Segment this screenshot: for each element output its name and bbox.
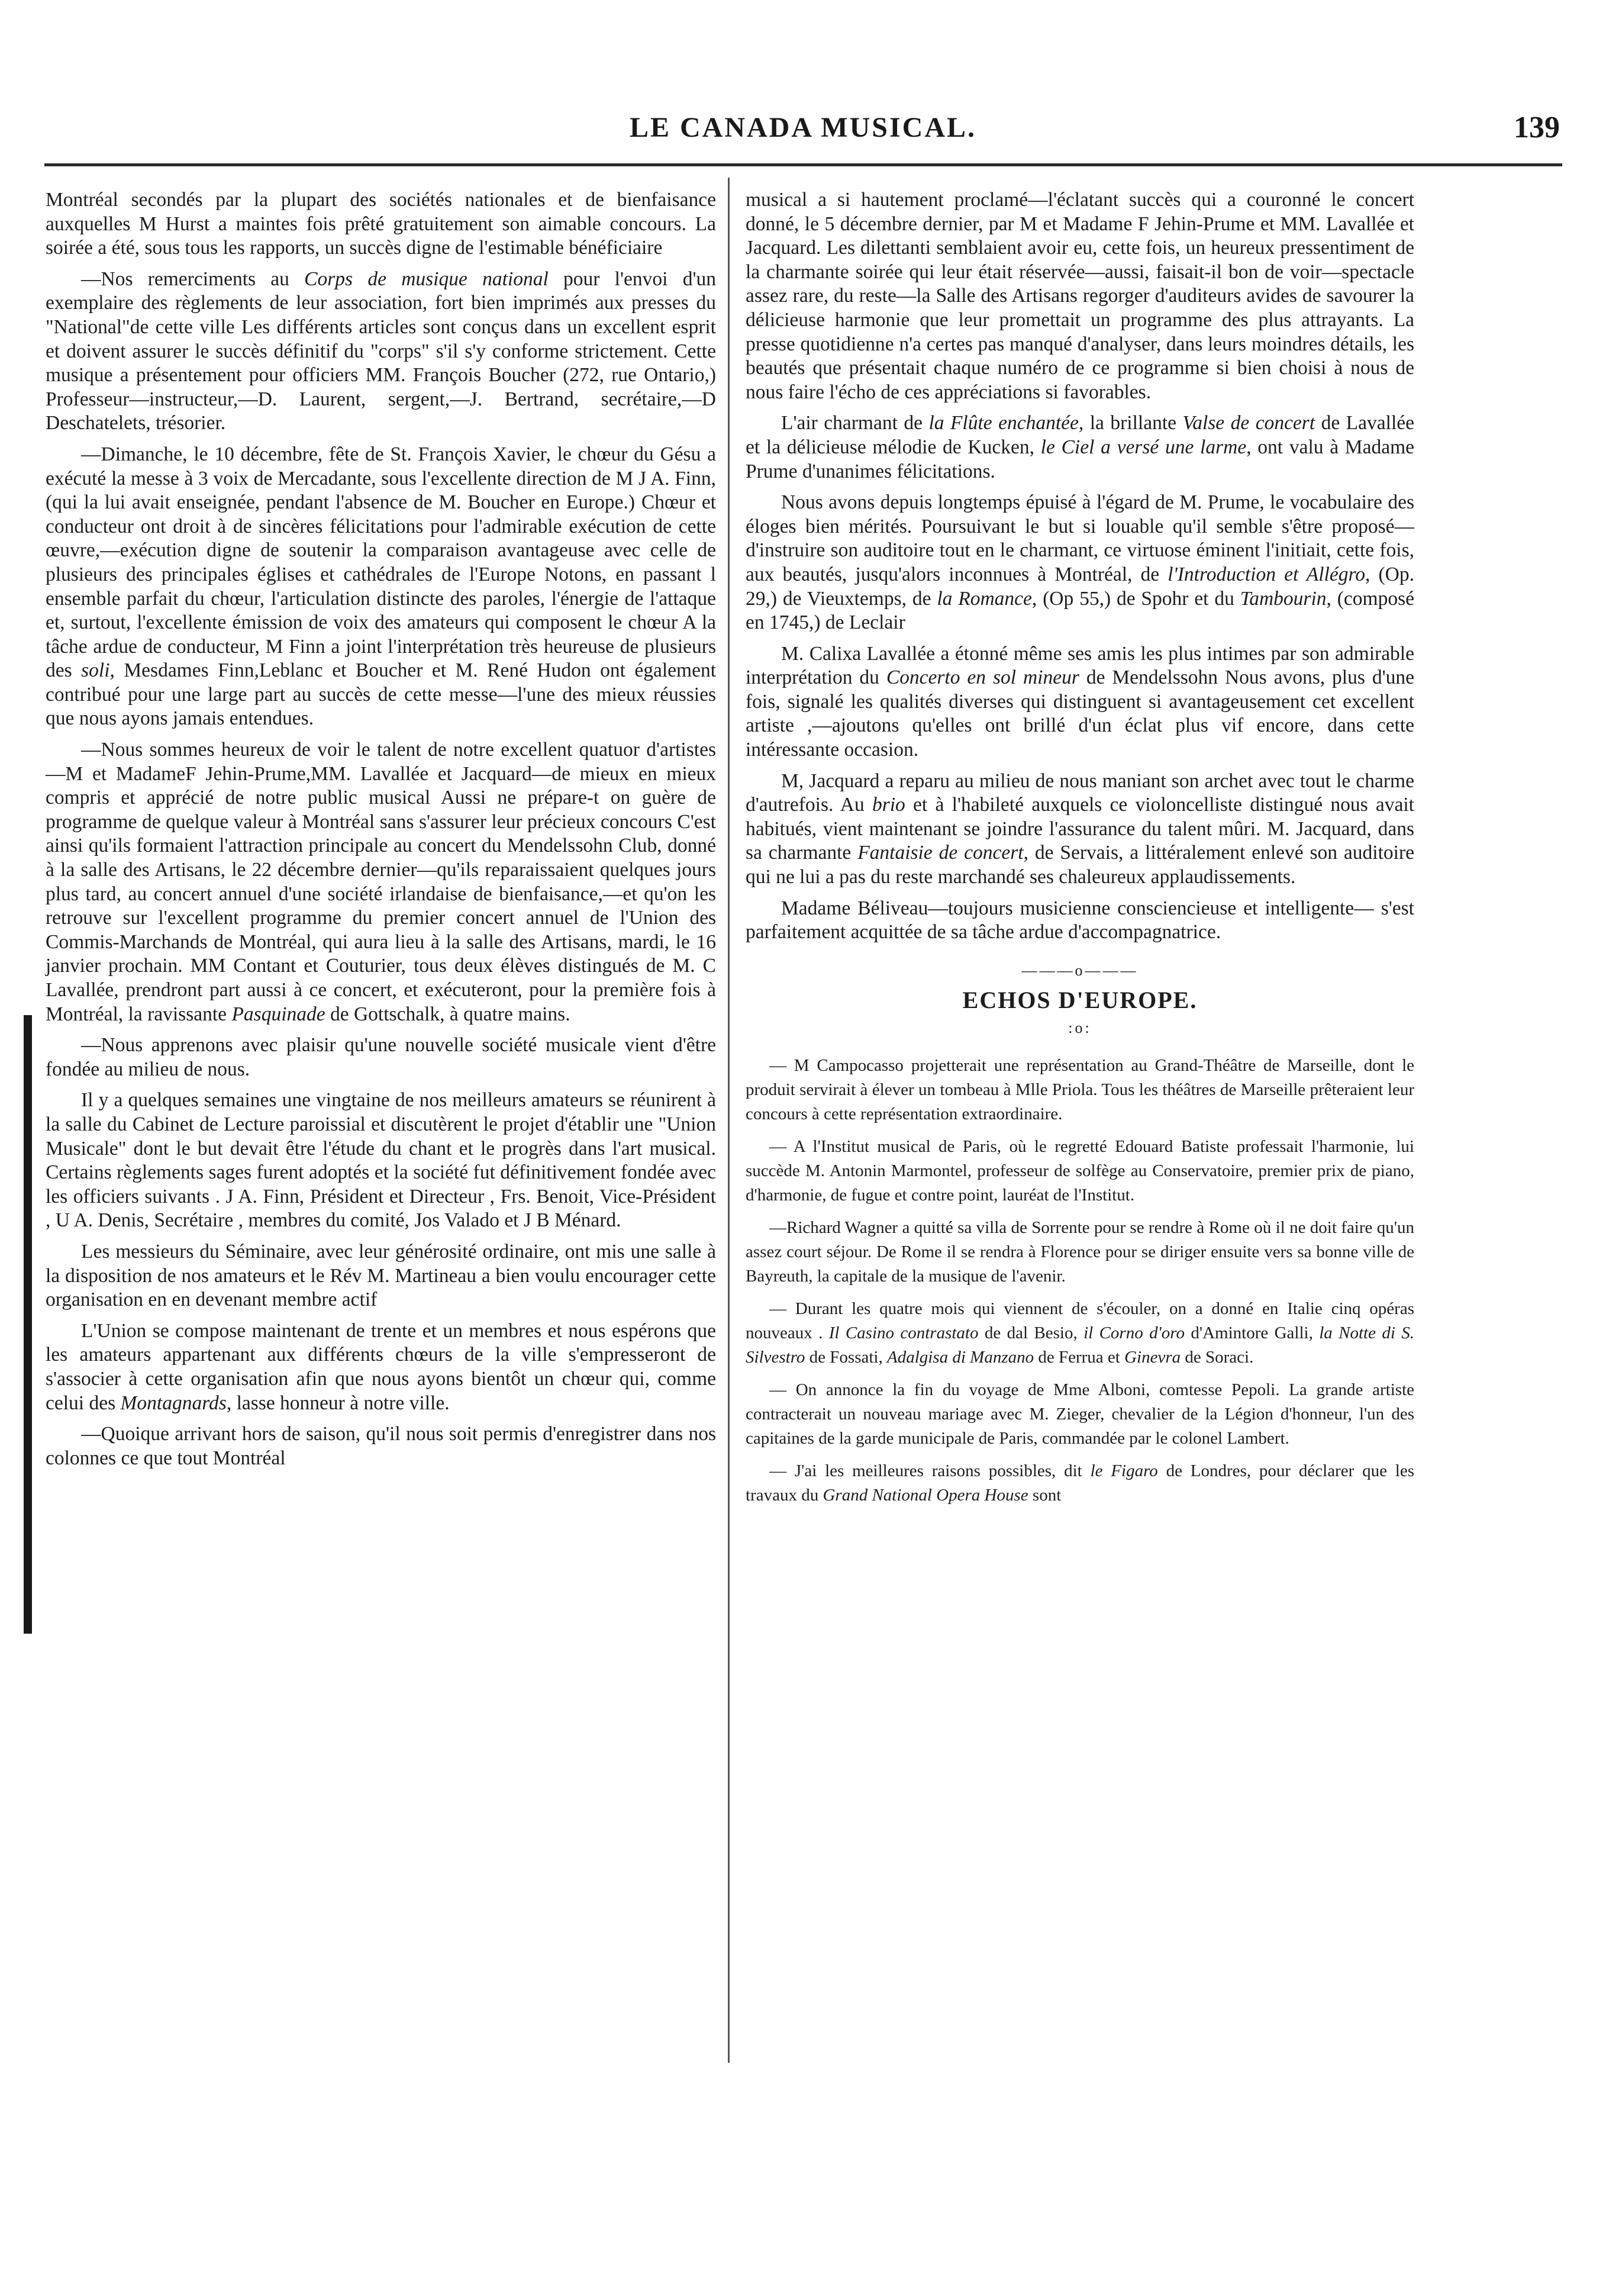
paragraph: Montréal secondés par la plupart des sociétés nationales et de bienfaisance auxquelles M Hurst a maintes fois prêté gratuitement son aimable concours. La soirée a été, sous tous les rapports, un succès digne de l'estimable bénéficiaire — [46, 189, 716, 259]
news-item: —Richard Wagner a quitté sa villa de Sorrente pour se rendre à Rome où il ne doit faire qu'un assez court séjour. De Rome il se rendra à Florence pour se diriger ensuite vers sa bonne ville de Bayreuth, la capitale de la musique de l'avenir. — [746, 1218, 1414, 1286]
paragraph: —Quoique arrivant hors de saison, qu'il nous soit permis d'enregistrer dans nos colonnes ce que tout Montréal — [46, 1423, 716, 1469]
paragraph: L'air charmant de la Flûte enchantée, la brillante Valse de concert de Lavallée et la délicieuse mélodie de Kucken, le Ciel a versé une larme, ont valu à Madame Prume d'unanimes félicitations. — [746, 412, 1415, 482]
paragraph: —Nos remerciments au Corps de musique national pour l'envoi d'un exemplaire des règlements de leur association, fort bien imprimés aux presses du "National"de cette ville Les différents articles sont conçus dans un excellent esprit et doivent assurer le succès définitif du "corps" s'il s'y conforme strictement. Cette musique a présentement pour officiers MM. François Boucher (272, rue Ontario,) Professeur—instructeur,—D. Laurent, sergent,—J. Bertrand, secrétaire,—D Deschatelets, trésorier. — [46, 268, 716, 434]
paragraph: Les messieurs du Séminaire, avec leur générosité ordinaire, ont mis une salle à la disposition de nos amateurs et le Rév M. Martineau a bien voulu encourager cette organisation en en devenant membre actif — [46, 1240, 716, 1311]
paragraph: —Dimanche, le 10 décembre, fête de St. François Xavier, le chœur du Gésu a exécuté la messe à 3 voix de Mercadante, sous l'excellente direction de M J A. Finn, (qui la lui avait enseignée, pendant l'absence de M. Boucher en Europe.) Chœur et conducteur ont droit à de sincères félicitations pour l'admirable exécution de cette œuvre,—exécution digne de soutenir la comparaison avantageuse avec celle de plusieurs des principales églises et cathédrales de l'Europe Notons, en passant l ensemble parfait du chœur, l'articulation distincte des paroles, l'énergie de l'attaque et, surtout, l'excellente émission de voix des amateurs qui composent le chœur A la tâche ardue de conducteur, M Finn a joint l'interprétation très heureuse de plusieurs des soli, Mesdames Finn,Leblanc et Boucher et M. René Hudon ont également contribué pour une large part au succès de cette messe—l'une des mieux réussies que nous ayons jamais entendues. — [46, 443, 716, 730]
paragraph: M. Calixa Lavallée a étonné même ses amis les plus intimes par son admirable interprétation du Concerto en sol mineur de Mendelssohn Nous avons, plus d'une fois, signalé les qualités diverses qui distinguent si avantageusement cet excellent artiste ,—ajoutons qu'elles ont brillé d'un éclat plus vif encore, dans cette intéressante occasion. — [746, 642, 1414, 761]
section-ornament: ———o——— — [1021, 961, 1139, 979]
news-item: — Durant les quatre mois qui viennent de s'écouler, on a donné en Italie cinq opéras nouveaux . Il Casino contrastato de dal Besio, il Corno d'oro d'Amintore Galli, la Notte di S. Silvestro de Fossati, Adalgisa di Manzano de Ferrua et Ginevra de Soraci. — [746, 1299, 1415, 1367]
column-divider — [728, 178, 730, 2063]
news-item: — M Campocasso projetterait une représentation au Grand-Théâtre de Marseille, dont le produit servirait à élever un tombeau à Mlle Priola. Tous les théâtres de Marseille prêteraient leur concours à cette représentation extraordinaire. — [746, 1055, 1414, 1123]
left-column — [46, 188, 716, 1477]
paragraph: Il y a quelques semaines une vingtaine de nos meilleurs amateurs se réunirent à la salle du Cabinet de Lecture paroissial et discutèrent le projet d'établir une "Union Musicale" dont le but devait être l'étude du chant et le progrès dans l'art musical. Certains règlements sages furent adoptés et la société fut définitivement fondée avec les officiers suivants . J A. Finn, Président et Directeur , Frs. Benoit, Vice-Président , U A. Denis, Secrétaire , membres du comité, Jos Valado et J B Ménard. — [46, 1089, 716, 1232]
news-item: — A l'Institut musical de Paris, où le regretté Edouard Batiste professait l'harmonie, lui succède M. Antonin Marmontel, professeur de solfège au Conservatoire, premier prix de piano, d'harmonie, de fugue et contre point, lauréat de l'Institut. — [746, 1136, 1414, 1205]
paragraph: —Nous sommes heureux de voir le talent de notre excellent quatuor d'artistes—M et MadameF Jehin-Prume,MM. Lavallée et Jacquard—de mieux en mieux compris et apprécié de notre public musical Aussi ne prépare-t on guère de programme de quelque valeur à Montréal sans s'assurer leur précieux concours C'est ainsi qu'ils formaient l'attraction principale au concert du Mendelssohn Club, donné à la salle des Artisans, le 22 décembre dernier—qu'ils reparaissaient quelques jours plus tard, au concert annuel d'une société irlandaise de bienfaisance,—et qu'on les retrouve sur l'excellent programme du premier concert annuel de l'Union des Commis-Marchands de Montréal, qui aura lieu à la salle des Artisans, mardi, le 16 janvier prochain. MM Contant et Couturier, tous deux élèves distingués de M. C Lavallée, prendront part aussi à ce concert, et exécuteront, pour la première fois à Montréal, la ravissante Pasquinade de Gottschalk, à quatre mains. — [46, 739, 716, 1025]
page-number: 139 — [1514, 111, 1560, 144]
news-item: — J'ai les meilleures raisons possibles, dit le Figaro de Londres, pour déclarer que les travaux du Grand National Opera House sont — [746, 1461, 1414, 1505]
section-heading: ECHOS D'EUROPE. — [962, 987, 1198, 1014]
paragraph: —Nous apprenons avec plaisir qu'une nouvelle société musicale vient d'être fondée au milieu de nous. — [46, 1034, 716, 1080]
paragraph: M, Jacquard a reparu au milieu de nous maniant son archet avec tout le charme d'autrefois. Au brio et à l'habileté auxquels ce violoncelliste distingué nous avait habitués, vient maintenant se joindre l'assurance du talent mûri. M. Jacquard, dans sa charmante Fantaisie de concert, de Servais, a littéralement enlevé son auditoire qui ne lui a pas du reste marchandé ses chaleureux applaudissements. — [746, 769, 1414, 888]
paragraph: Madame Béliveau—toujours musicienne consciencieuse et intelligente— s'est parfaitement acquittée de sa tâche ardue d'accompagnatrice. — [746, 897, 1414, 943]
right-column — [746, 188, 1414, 1516]
margin-bar — [24, 1015, 32, 1634]
news-item: — On annonce la fin du voyage de Mme Alboni, comtesse Pepoli. La grande artiste contracterait un nouveau mariage avec M. Zieger, chevalier de la Légion d'honneur, l'un des capitaines de la garde municipale de Paris, commandée par le colonel Lambert. — [746, 1380, 1414, 1448]
header-rule — [44, 163, 1562, 166]
echos-section — [746, 1054, 1414, 1508]
paragraph: musical a si hautement proclamé—l'éclatant succès qui a couronné le concert donné, le 5 décembre dernier, par M et Madame F Jehin-Prume et MM. Lavallée et Jacquard. Les dilettanti semblaient avoir eu, cette fois, un heureux pressentiment de la charmante soirée qui leur était réservée—aussi, faisait-il bon de voir—spectacle assez rare, du reste—la Salle des Artisans regorger d'auditeurs avides de savourer la délicieuse harmonie que leur promettait un programme des plus attrayants. La presse quotidienne n'a certes pas manqué d'analyser, dans leurs moindres détails, les beautés que présentait chaque numéro de ce programme si bien choisi à nous de nous faire l'écho de ces appréciations si favorables. — [746, 189, 1414, 403]
section-ornament: :o: — [1068, 1019, 1092, 1036]
masthead-title: LE CANADA MUSICAL. — [629, 112, 977, 143]
paragraph: L'Union se compose maintenant de trente et un membres et nous espérons que les amateurs appartenant aux différents chœurs de la ville s'empresseront de s'associer à cette organisation afin que nous ayons bientôt un chœur qui, comme celui des Montagnards, lasse honneur à notre ville. — [46, 1319, 716, 1414]
paragraph: Nous avons depuis longtemps épuisé à l'égard de M. Prume, le vocabulaire des éloges bien mérités. Poursuivant le but si louable qu'il semble s'être proposé—d'instruire son auditoire tout en le charmant, ce virtuose éminent l'initiait, cette fois, aux beautés, jusqu'alors inconnues à Montréal, de l'Introduction et Allégro, (Op. 29,) de Vieuxtemps, de la Romance, (Op 55,) de Spohr et du Tambourin, (composé en 1745,) de Leclair — [746, 491, 1414, 634]
